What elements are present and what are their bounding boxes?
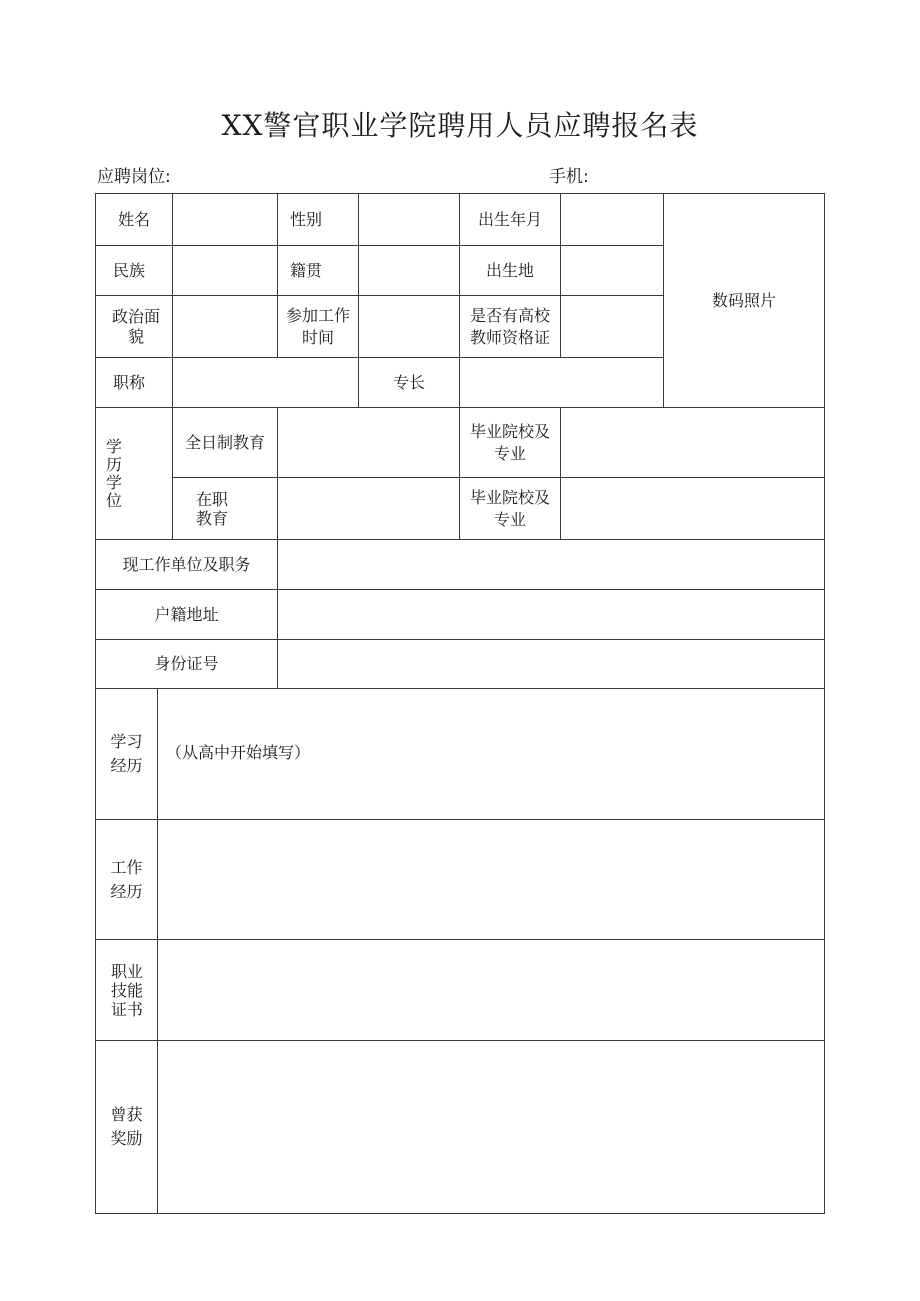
- label-education: [96, 408, 132, 539]
- label-political-status: [98, 296, 168, 357]
- label-awards: [96, 1041, 157, 1213]
- teacher-cert-field[interactable]: [561, 296, 663, 357]
- birthplace-field[interactable]: [561, 246, 663, 295]
- label-household-address: 户籍地址: [154, 604, 219, 624]
- birth-field[interactable]: [561, 194, 663, 245]
- inservice-edu-field[interactable]: [278, 478, 459, 539]
- label-study-history: [96, 689, 157, 819]
- label-specialty: 专长: [392, 372, 425, 392]
- phone-label: 手机:: [549, 167, 589, 187]
- ethnicity-field[interactable]: [173, 246, 277, 295]
- education-label-text: 学历学位: [105, 436, 122, 510]
- school-major-1-field[interactable]: [561, 408, 824, 477]
- political-status-label-text: 政治面貌: [111, 306, 160, 346]
- label-inservice-edu: [176, 478, 248, 539]
- fulltime-edu-field[interactable]: [278, 408, 459, 477]
- study-history-label-text: 学习经历: [110, 732, 143, 775]
- certificates-label-text: 职业技能证书: [110, 961, 143, 1019]
- native-place-field[interactable]: [359, 246, 459, 295]
- household-address-field[interactable]: [278, 590, 824, 639]
- certificates-field[interactable]: [158, 940, 824, 1040]
- study-history-field[interactable]: [158, 689, 824, 819]
- label-teacher-cert: 是否有高校教师资格证: [469, 305, 550, 347]
- table-border-right: [824, 193, 825, 1214]
- work-history-label-text: 工作经历: [110, 857, 143, 901]
- label-birth: 出生年月: [477, 209, 542, 229]
- gender-field[interactable]: [359, 194, 459, 245]
- label-native-place: 籍贯: [289, 260, 322, 280]
- label-title-rank: 职称: [112, 372, 145, 392]
- label-name: 姓名: [117, 209, 150, 229]
- work-history-field[interactable]: [158, 820, 824, 939]
- label-certificates: [104, 940, 150, 1040]
- label-birthplace: 出生地: [485, 260, 534, 280]
- current-job-field[interactable]: [278, 540, 824, 589]
- label-ethnicity: 民族: [112, 260, 145, 280]
- awards-field[interactable]: [158, 1041, 824, 1213]
- id-number-field[interactable]: [278, 640, 824, 688]
- awards-label-text: 曾获奖励: [110, 1105, 143, 1148]
- label-work-history: [96, 820, 157, 939]
- position-label: 应聘岗位:: [97, 167, 171, 187]
- inservice-edu-label-text: 在职教育: [195, 489, 228, 528]
- table-border-bottom: [95, 1213, 825, 1214]
- work-start-field[interactable]: [359, 296, 459, 357]
- political-status-field[interactable]: [173, 296, 277, 357]
- label-school-major-2: 毕业院校及专业: [469, 487, 550, 529]
- label-id-number: 身份证号: [154, 654, 219, 673]
- label-gender: 性别: [289, 209, 322, 229]
- label-work-start: 参加工作时间: [286, 305, 351, 347]
- photo-box[interactable]: 数码照片: [711, 291, 776, 310]
- form-title: XX警官职业学院聘用人员应聘报名表: [221, 109, 699, 142]
- label-school-major-1: 毕业院校及专业: [469, 421, 550, 463]
- school-major-2-field[interactable]: [561, 478, 824, 539]
- name-field[interactable]: [173, 194, 277, 245]
- label-current-job: 现工作单位及职务: [122, 554, 251, 574]
- specialty-field[interactable]: [460, 358, 663, 407]
- label-fulltime-edu: 全日制教育: [184, 432, 265, 452]
- title-rank-field[interactable]: [173, 358, 358, 407]
- study-history-hint: （从高中开始填写）: [166, 743, 311, 762]
